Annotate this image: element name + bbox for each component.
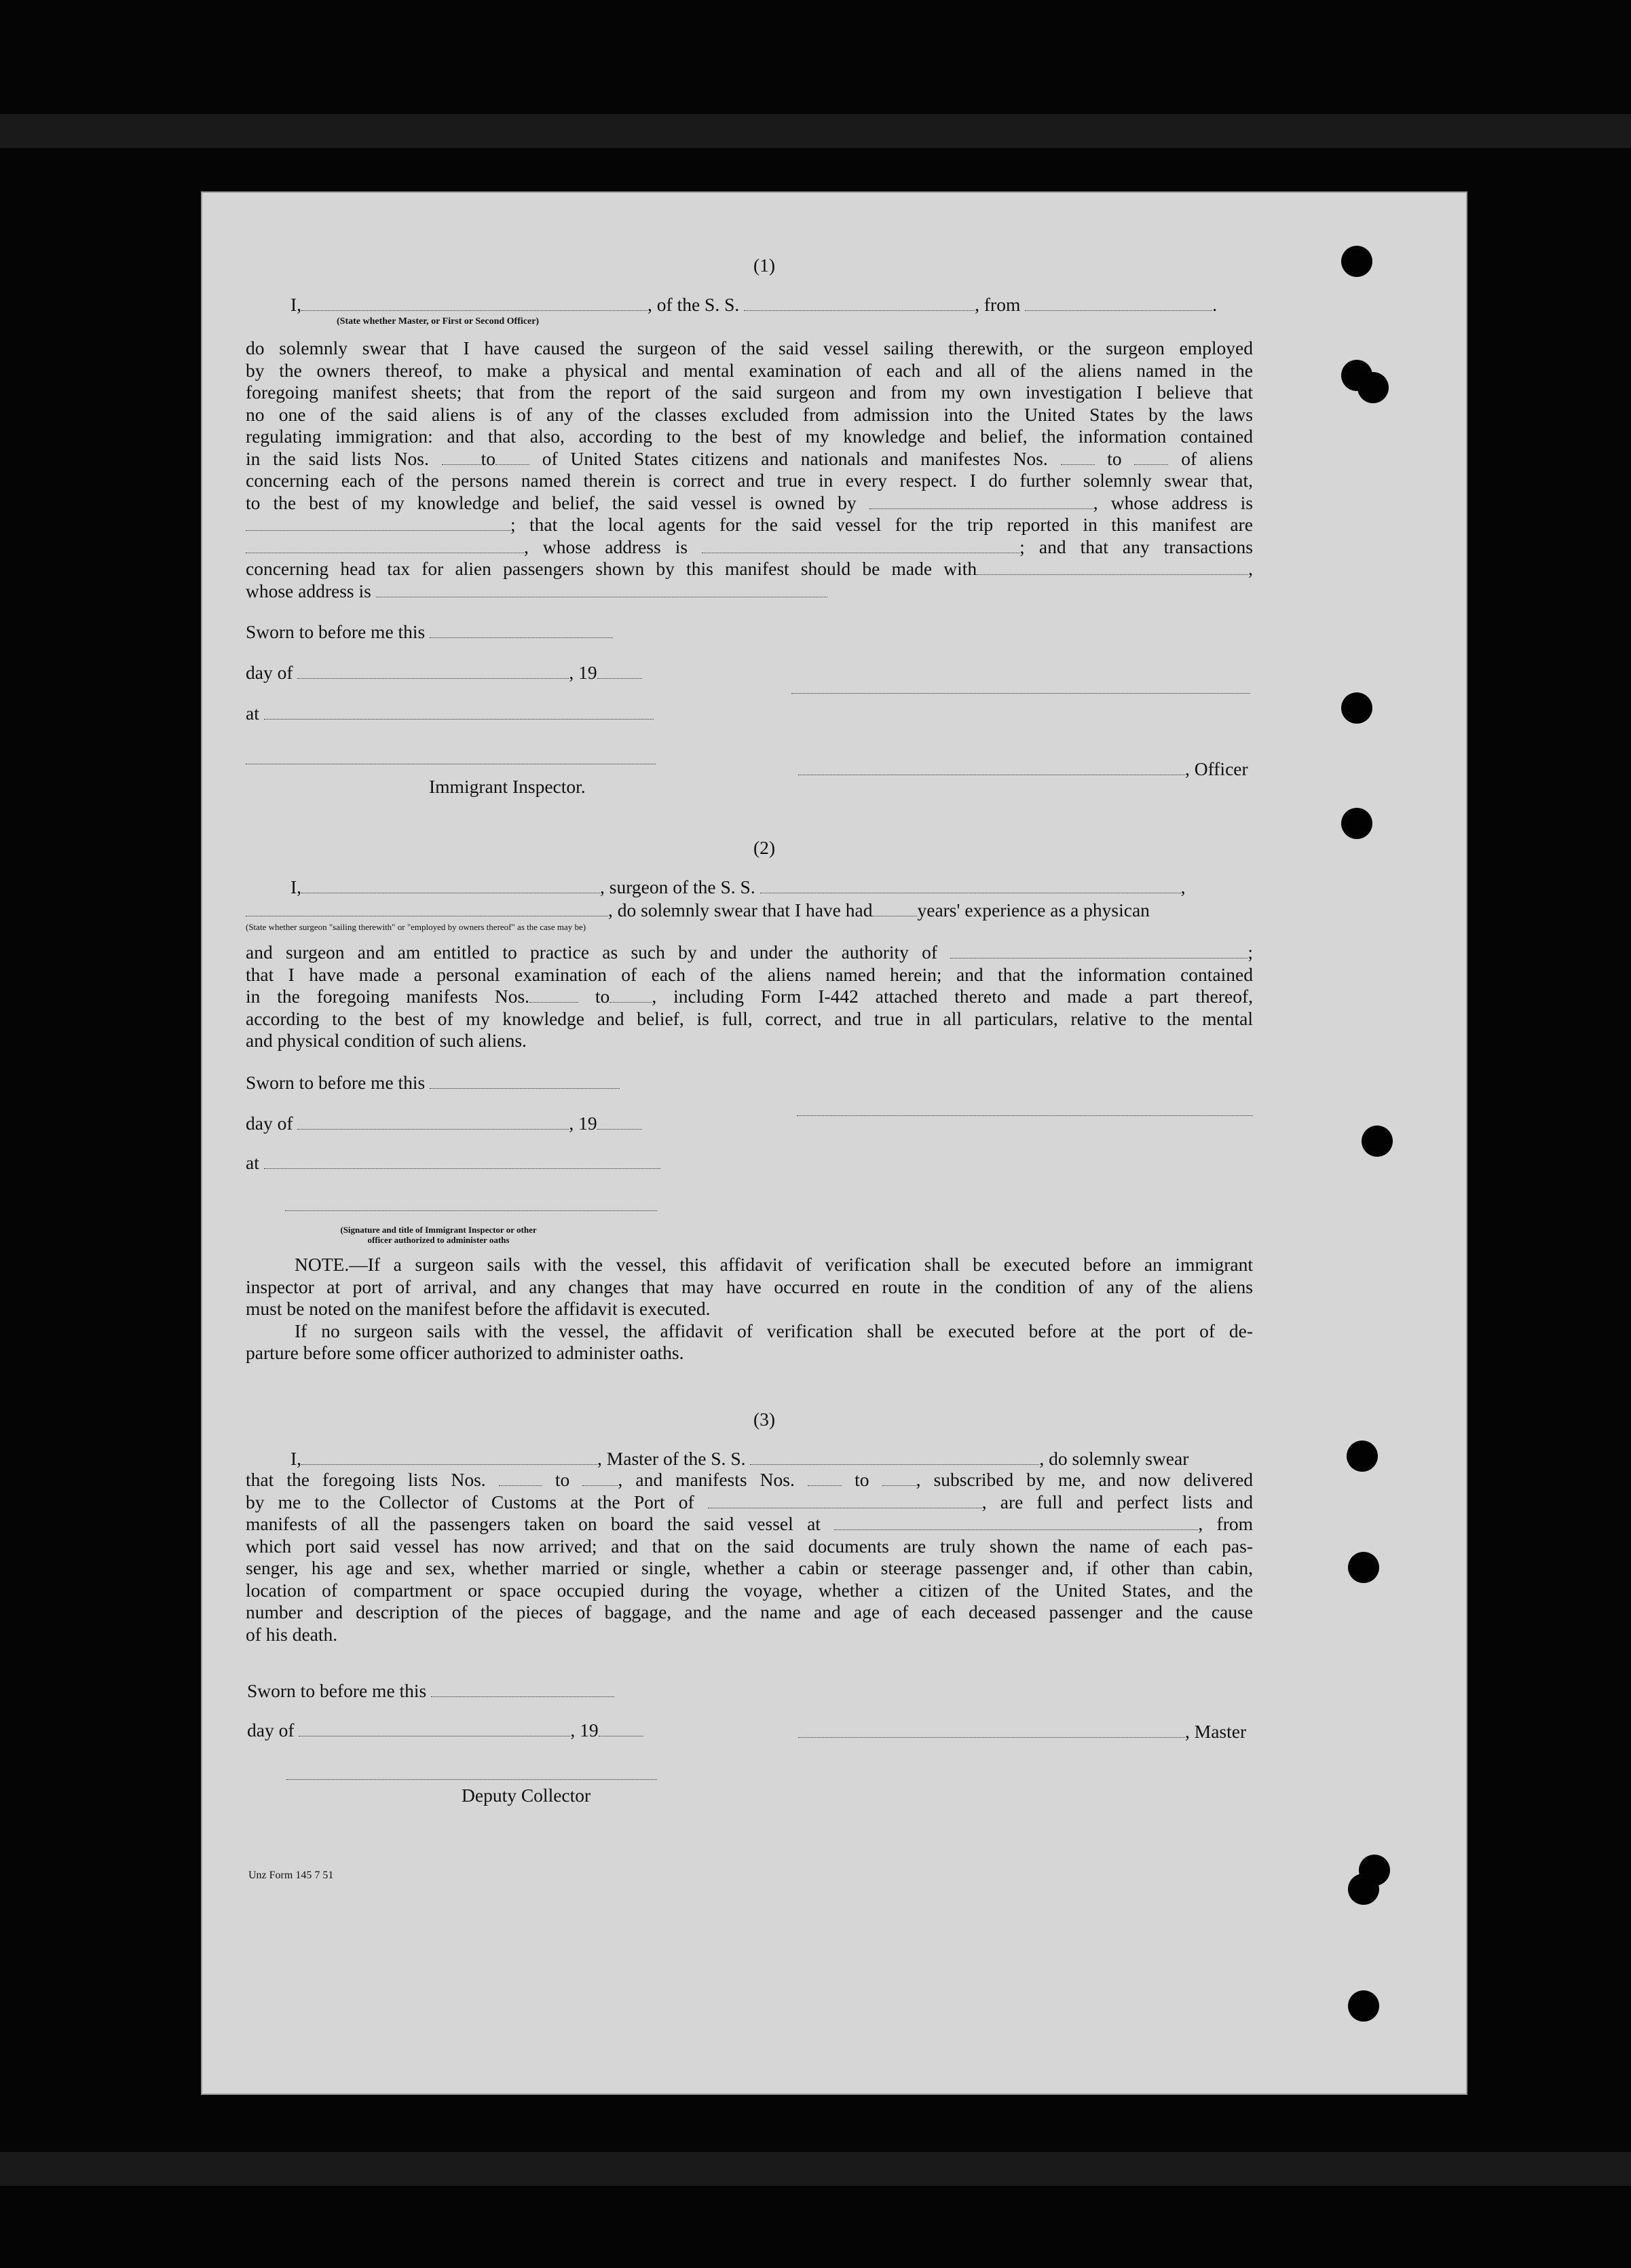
day-of-label: day of , 19 (247, 1719, 643, 1741)
manifest-no-blank (529, 987, 578, 1003)
master-oath-line: I, , Master of the S. S. , do solemnly swear (290, 1448, 1189, 1469)
officer-line: , Officer (798, 758, 1248, 780)
manifest-no-blank (610, 987, 652, 1003)
sworn-label: Sworn to before me this (246, 1071, 620, 1094)
scanner-band-top (0, 114, 1631, 148)
punch-hole (1348, 1990, 1379, 2022)
oath-body: do solemnly swear that I have caused the surgeon of the said vessel sailing therewith, or the surgeon employed by the owners thereof, to make a physical and mental examination of each and all of the aliens named in the foregoing manifest sheets; that from the report of the said surgeon and from my own investigation I believe that no one of the said aliens is of any of the classes excluded from admission into the United States by the laws regulating immigration: and that also, according to the best of my knowledge and belief, the information contained in the said lists Nos. to of United States citizens and nationals and manifestes Nos. to of aliens concerning each of the persons named therein is correct and true in every respect. I do further solemnly swear that, to the best of my knowledge and belief, the said vessel is owned by , whose address is ; that the local agents for the said vessel for the trip reported in this manifest are , whose address is ; and that any transactions concerning head tax for alien passengers shown by this manifest should be made with , whose address is (246, 337, 1254, 601)
punch-hole (1341, 808, 1372, 839)
deputy-collector-label: Deputy Collector (462, 1785, 591, 1806)
owner-address-blank (246, 515, 510, 531)
punch-hole (1348, 1552, 1379, 1583)
punch-hole (1341, 692, 1372, 724)
form-id: Unz Form 145 7 51 (248, 1870, 334, 1881)
field-note: (State whether surgeon "sailing therewith" or "employed by owners thereof" as the case may be) (246, 922, 586, 932)
signature-note: (Signature and title of Immigrant Inspector or other officer authorized to administer oaths (340, 1225, 537, 1245)
note-block: NOTE.—If a surgeon sails with the vessel, this affidavit of verification shall be executed before an immigrant inspector at port of arrival, and any changes that may have occurred en route in the condition of any of the aliens must be noted on the manifest before the affidavit is executed. If no surgeon sails with the vessel, the affidavit of verification shall be executed before at the port of de- parture before some officer authorized to administer oaths. (246, 1254, 1253, 1363)
section-number: (1) (753, 255, 776, 276)
vessel-name-blank (760, 878, 1181, 893)
list-no-blank (442, 449, 481, 465)
punch-hole (1357, 372, 1389, 403)
officer-name-blank (301, 295, 648, 311)
oath-line: I, , of the S. S. , from . (290, 294, 1218, 315)
punch-hole (1348, 1874, 1379, 1905)
inspector-signature-line (246, 763, 656, 764)
punch-hole (1362, 1126, 1393, 1157)
agent-address-blank (702, 538, 1019, 553)
officer-signature-line (791, 692, 1250, 694)
manifest-no-blank (1134, 449, 1168, 465)
collector-signature-line (286, 1779, 657, 1780)
at-label: at (246, 702, 654, 724)
section-number: (2) (753, 837, 776, 858)
surgeon-body: and surgeon and am entitled to practice as such by and under the authority of ; that I have made a personal examination of each of the aliens named herein; and that the information contained in the foregoing manifests Nos. to , including Form I-442 attached thereto and made a part thereof, according to the best of my knowledge and belief, is full, correct, and true in all particulars, relative to the mental and physical condition of such aliens. (246, 942, 1254, 1051)
master-body: that the foregoing lists Nos. to , and manifests Nos. to , subscribed by me, and now delivered by me to the Collector of Customs at the Port of , are full and perfect lists and manifests of all the passengers taken on board the said vessel at , from which port said vessel has now arrived; and that on the said documents are truly shown the name of each pas- senger, his age and sex, whether married or single, whether a cabin or steerage passenger and, if other than cabin, location of compartment or space occupied during the voyage, whether a citizen of the United States, and the number and description of the pieces of baggage, and the name and age of each deceased passenger and the cause of his death. (246, 1469, 1254, 1645)
immigrant-inspector-label: Immigrant Inspector. (429, 776, 586, 797)
master-name-blank (301, 1449, 597, 1465)
port-blank (708, 1493, 982, 1508)
vessel-name-blank (744, 295, 975, 311)
punch-hole (1347, 1440, 1378, 1472)
section-number: (3) (753, 1409, 776, 1430)
authority-blank (950, 943, 1248, 959)
scanner-band-bottom (0, 2152, 1631, 2186)
years-blank (872, 901, 917, 916)
owner-blank (869, 494, 1093, 509)
sworn-label: Sworn to before me this (247, 1679, 614, 1702)
manifest-no-blank (1061, 449, 1095, 465)
head-tax-contact-blank (977, 559, 1248, 575)
master-line: , Master (798, 1720, 1246, 1743)
surgeon-status-blank (246, 901, 608, 916)
at-label: at (246, 1151, 660, 1174)
day-of-label: day of , 19 (246, 661, 642, 684)
surgeon-oath-line: I, , surgeon of the S. S. , (290, 876, 1186, 897)
surgeon-name-blank (301, 878, 600, 893)
vessel-name-blank (750, 1449, 1039, 1465)
list-no-blank (495, 449, 529, 465)
departure-port-blank (1025, 295, 1212, 311)
embarkation-blank (834, 1514, 1198, 1530)
contact-address-blank (376, 582, 827, 597)
surgeon-experience-line: , do solemnly swear that I have had years' experience as a physican (246, 899, 1150, 921)
sworn-label: Sworn to before me this (246, 620, 613, 643)
surgeon-signature-line (797, 1115, 1253, 1116)
day-of-label: day of , 19 (246, 1112, 642, 1134)
agent-blank (246, 538, 524, 553)
manifest-affidavit-page (201, 191, 1467, 2095)
punch-hole (1341, 246, 1372, 277)
field-note: (State whether Master, or First or Second Officer) (337, 316, 540, 327)
inspector-signature-line (285, 1210, 657, 1211)
